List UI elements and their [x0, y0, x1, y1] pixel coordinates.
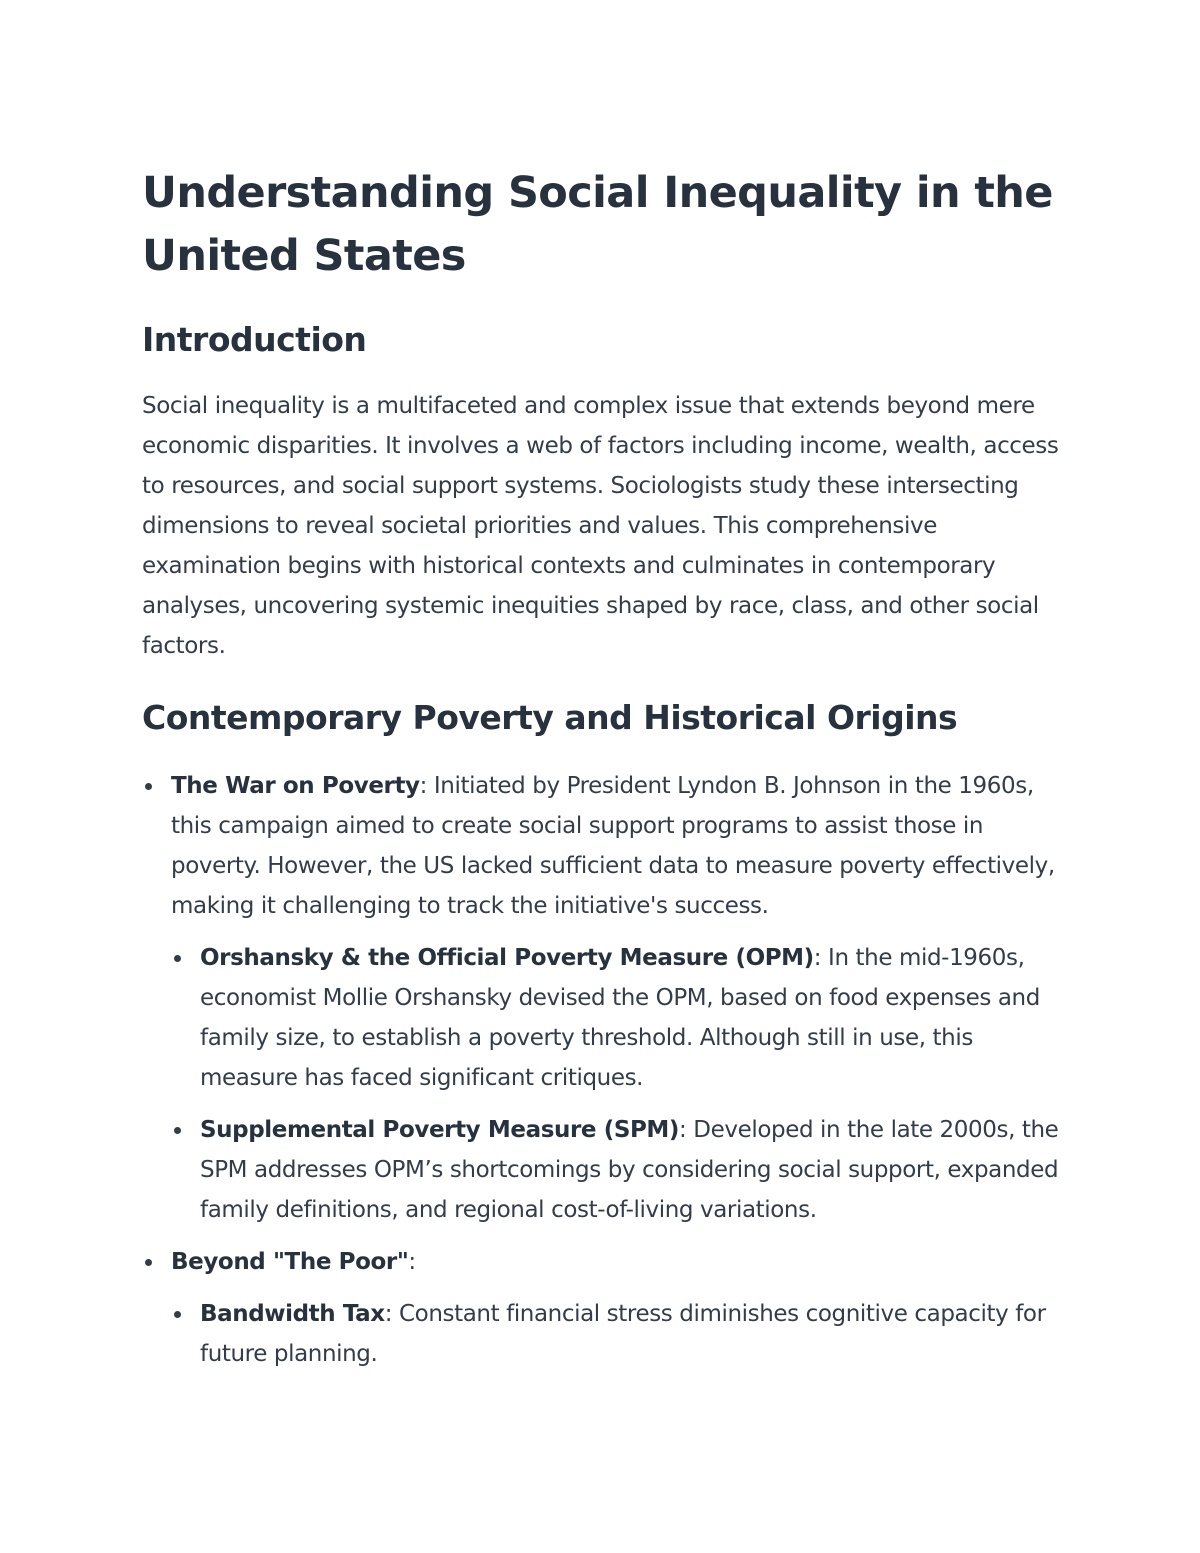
- sub-list: [171, 938, 1072, 1230]
- bullet-icon: [174, 955, 181, 962]
- document-page: [142, 162, 1072, 1386]
- list-item-text: :: [408, 1249, 416, 1275]
- document-title: Understanding Social Inequality in the United States: [142, 168, 1053, 281]
- list-item-term: The War on Poverty: [171, 773, 420, 799]
- list-item-term: Orshansky & the Official Poverty Measure (OPM): [200, 945, 814, 971]
- bullet-icon: [174, 1127, 181, 1134]
- poverty-list: [142, 766, 1072, 1374]
- bullet-icon: [145, 1259, 152, 1266]
- list-item-text: : In the mid-1960s, economist Mollie Orshansky devised the OPM, based on food expenses and family size, to establish a poverty threshold. Although still in use, this measure has faced significant critiques.: [200, 945, 1040, 1091]
- introduction-heading: Introduction: [142, 320, 367, 359]
- bullet-icon: [145, 783, 152, 790]
- list-item-text: : Constant financial stress diminishes cognitive capacity for future planning.: [200, 1301, 1046, 1367]
- sub-list: [171, 1294, 1072, 1374]
- list-item-opm: [171, 938, 1072, 1098]
- list-item-term: Beyond "The Poor": [171, 1249, 409, 1275]
- list-item-text: : Developed in the late 2000s, the SPM addresses OPM’s shortcomings by considering social support, expanded family definitions, and regional cost-of-living variations.: [200, 1117, 1059, 1223]
- list-item-beyond-the-poor: [142, 1242, 1072, 1374]
- list-item-term: Supplemental Poverty Measure (SPM): [200, 1117, 680, 1143]
- list-item-text: : Initiated by President Lyndon B. Johnson in the 1960s, this campaign aimed to create social support programs to assist those in poverty. However, the US lacked sufficient data to measure poverty effectively, making it challenging to track the initiative's success.: [171, 773, 1055, 919]
- poverty-section-heading: Contemporary Poverty and Historical Origins: [142, 698, 958, 737]
- list-item-war-on-poverty: [142, 766, 1072, 1230]
- list-item-bandwidth-tax: [171, 1294, 1072, 1374]
- introduction-paragraph: Social inequality is a multifaceted and complex issue that extends beyond mere economic disparities. It involves a web of factors including income, wealth, access to resources, and social support systems. Sociologists study these intersecting dimensions to reveal societal priorities and values. This comprehensive examination begins with historical contexts and culminates in contemporary analyses, uncovering systemic inequities shaped by race, class, and other social factors.: [142, 393, 1059, 659]
- list-item-spm: [171, 1110, 1072, 1230]
- list-item-term: Bandwidth Tax: [200, 1301, 385, 1327]
- bullet-icon: [174, 1311, 181, 1318]
